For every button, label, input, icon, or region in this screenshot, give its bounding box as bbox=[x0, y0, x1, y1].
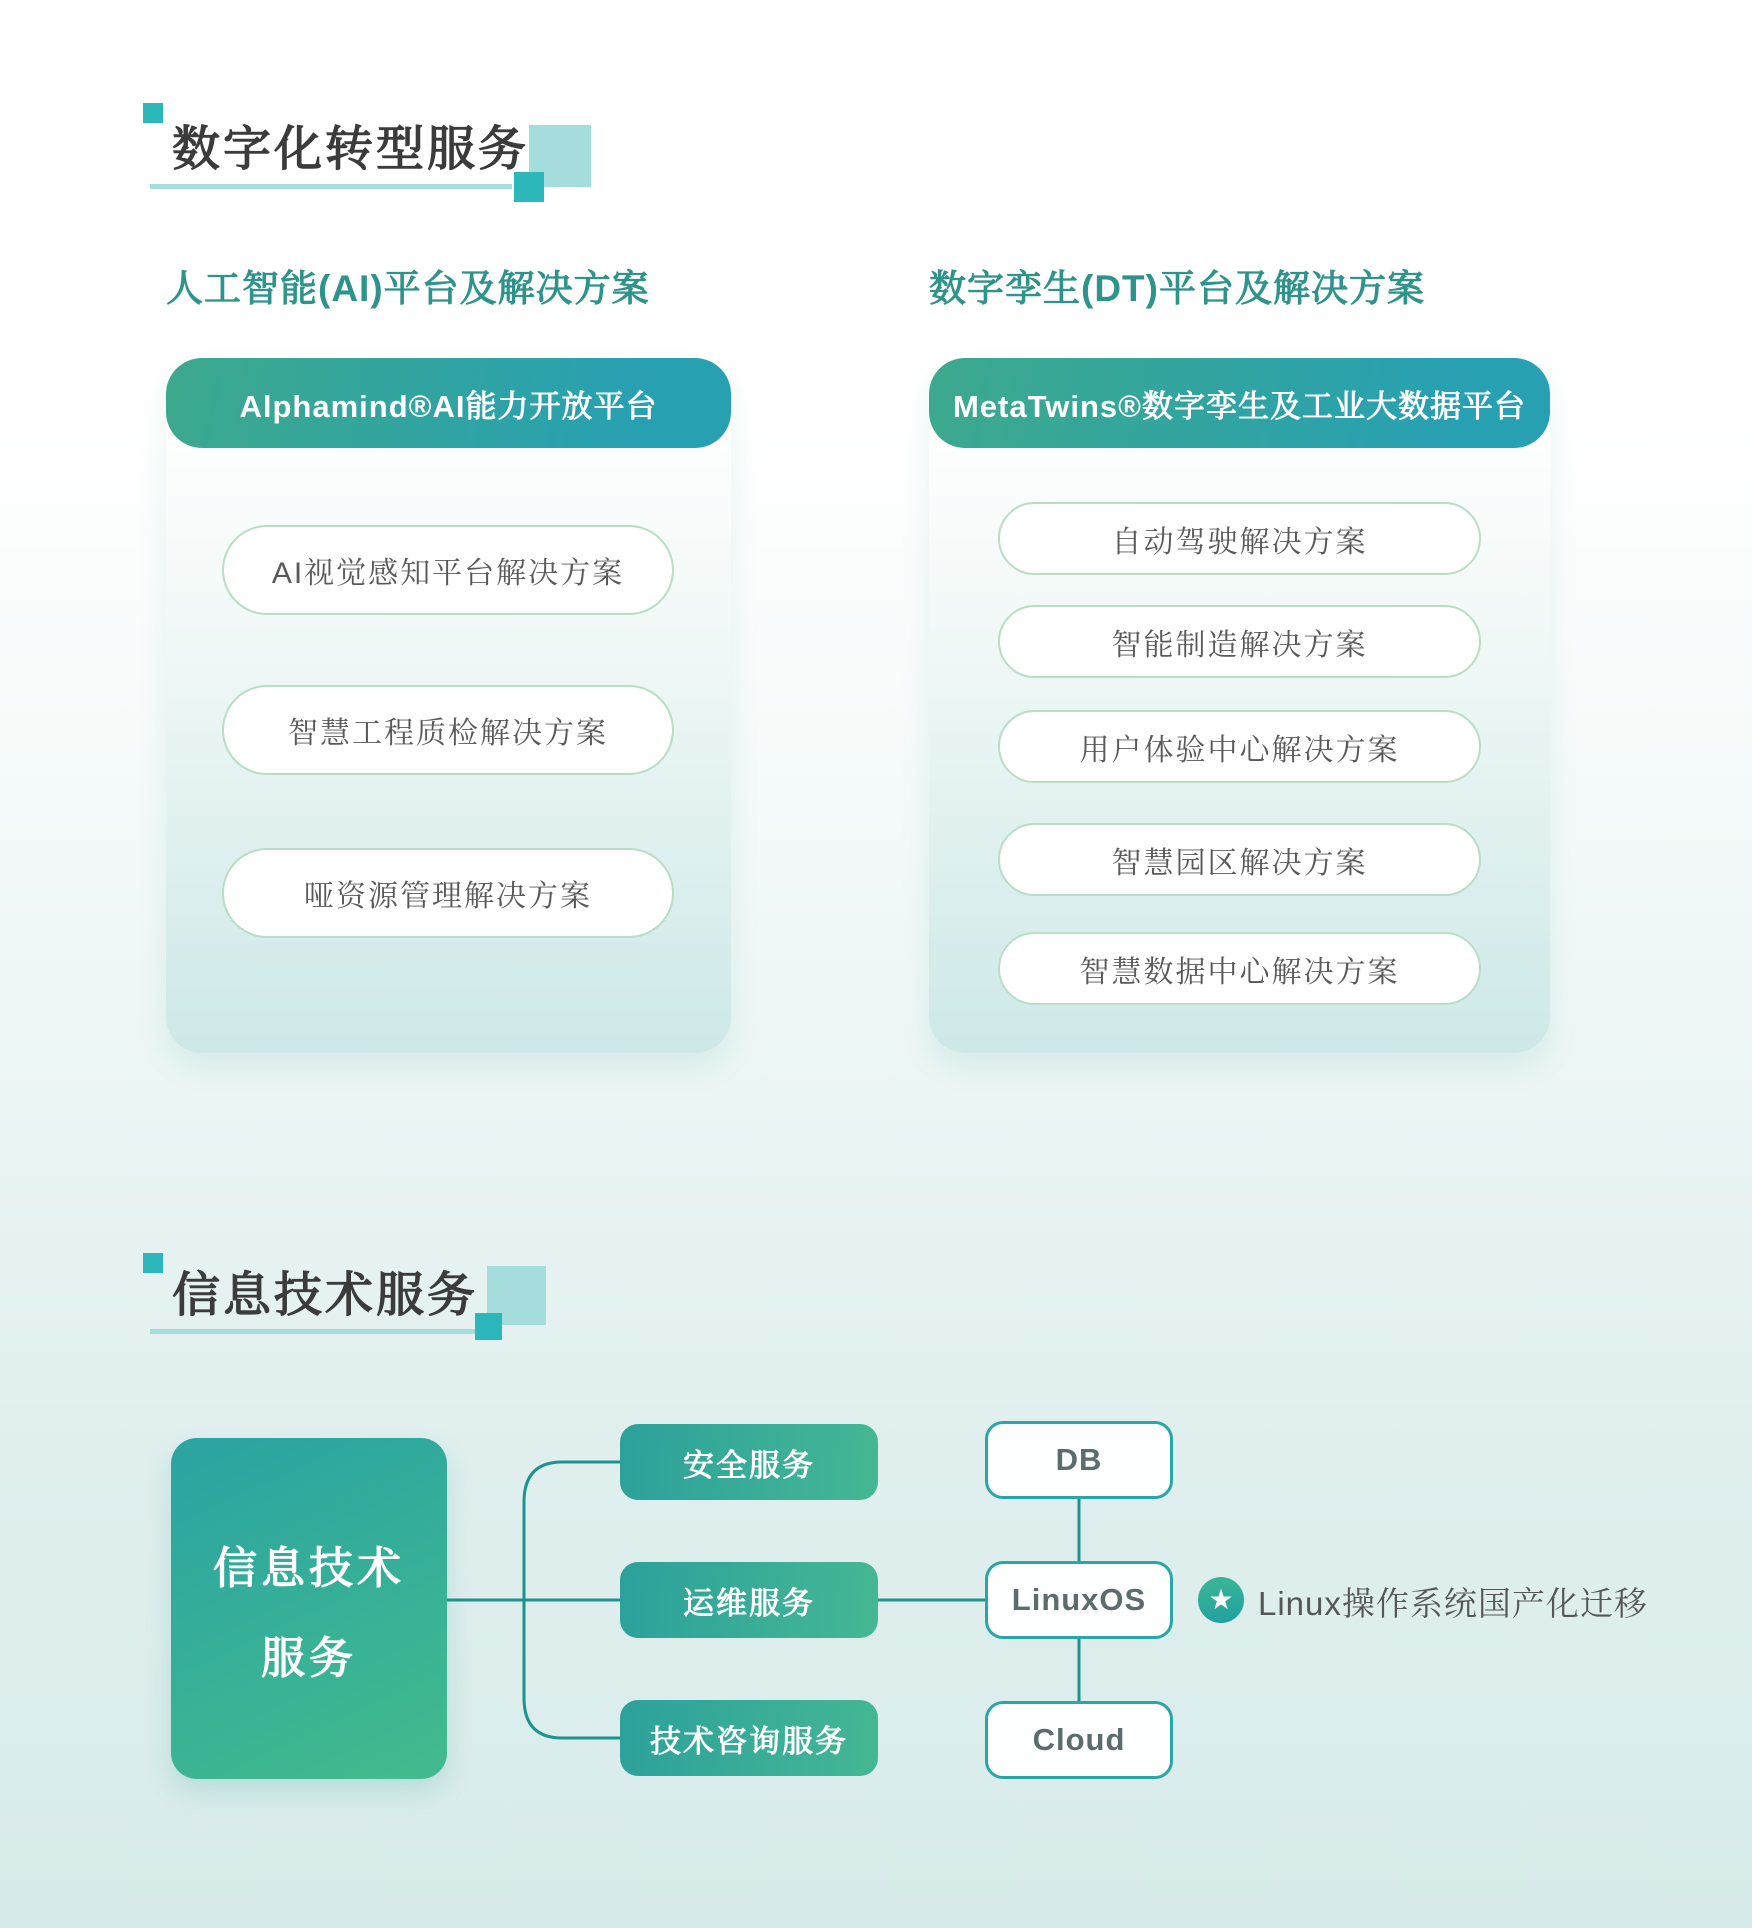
solution-pill: 哑资源管理解决方案 bbox=[222, 848, 674, 938]
node-linuxos: LinuxOS bbox=[985, 1561, 1173, 1639]
solution-pill: 用户体验中心解决方案 bbox=[998, 710, 1481, 783]
solution-pill: 智慧数据中心解决方案 bbox=[998, 932, 1481, 1005]
it-services-root-box bbox=[171, 1438, 447, 1779]
branch-consulting-service: 技术咨询服务 bbox=[620, 1700, 878, 1776]
header-accent-square-small bbox=[143, 103, 163, 123]
dt-card-header: MetaTwins®数字孪生及工业大数据平台 bbox=[929, 358, 1550, 448]
header-underline bbox=[150, 184, 512, 189]
solution-pill: 智慧园区解决方案 bbox=[998, 823, 1481, 896]
branch-ops-service: 运维服务 bbox=[620, 1562, 878, 1638]
ai-card-header: Alphamind®AI能力开放平台 bbox=[166, 358, 731, 448]
node-cloud: Cloud bbox=[985, 1701, 1173, 1779]
connector-bracket bbox=[524, 1462, 620, 1738]
node-db: DB bbox=[985, 1421, 1173, 1499]
solution-pill: 自动驾驶解决方案 bbox=[998, 502, 1481, 575]
star-icon bbox=[1198, 1577, 1244, 1623]
solution-pill: 智慧工程质检解决方案 bbox=[222, 685, 674, 775]
column-title-ai: 人工智能(AI)平台及解决方案 bbox=[166, 268, 650, 309]
root-label-line1: 信息技术 bbox=[213, 1543, 405, 1593]
star-glyph: ★ bbox=[1208, 1584, 1234, 1615]
header-accent-square-medium bbox=[475, 1313, 502, 1340]
header-underline bbox=[150, 1329, 480, 1334]
section1-title: 数字化转型服务 bbox=[172, 123, 530, 176]
linux-migration-annotation: Linux操作系统国产化迁移 bbox=[1258, 1584, 1648, 1622]
root-label-line2: 服务 bbox=[261, 1633, 357, 1683]
ai-platform-card bbox=[166, 358, 731, 1053]
branch-security-service: 安全服务 bbox=[620, 1424, 878, 1500]
dt-platform-card bbox=[929, 358, 1550, 1053]
solution-pill: 智能制造解决方案 bbox=[998, 605, 1481, 678]
section2-title: 信息技术服务 bbox=[172, 1269, 479, 1322]
column-title-dt: 数字孪生(DT)平台及解决方案 bbox=[929, 268, 1425, 309]
header-accent-square-small bbox=[143, 1253, 163, 1273]
solution-pill: AI视觉感知平台解决方案 bbox=[222, 525, 674, 615]
